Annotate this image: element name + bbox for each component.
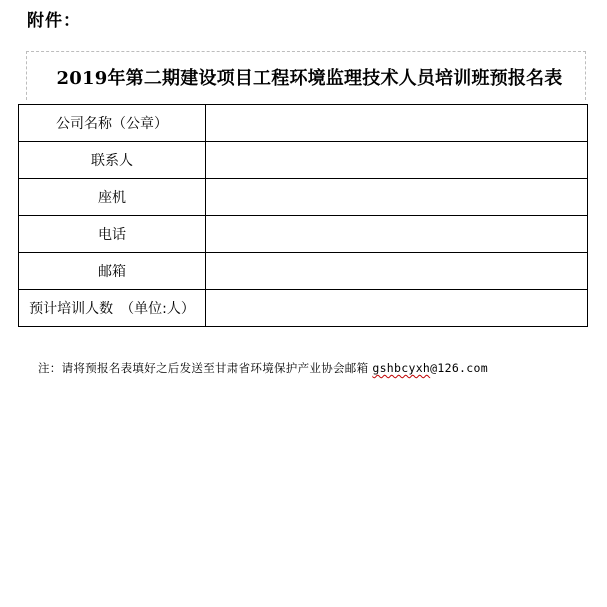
company-name-label: 公司名称（公章） bbox=[19, 105, 206, 142]
table-row bbox=[19, 216, 588, 253]
attachment-label: 附件： bbox=[27, 11, 81, 31]
contact-person-label: 联系人 bbox=[19, 142, 206, 179]
submission-note bbox=[38, 360, 488, 376]
note-text: 注：请将预报名表填好之后发送至甘肃省环境保护产业协会邮箱 bbox=[38, 361, 373, 375]
phone-label: 电话 bbox=[19, 216, 206, 253]
email-field[interactable] bbox=[206, 253, 588, 290]
trainee-count-field[interactable] bbox=[206, 290, 588, 327]
company-name-field[interactable] bbox=[206, 105, 588, 142]
note-email[interactable] bbox=[372, 361, 488, 375]
phone-field[interactable] bbox=[206, 216, 588, 253]
table-row bbox=[19, 290, 588, 327]
email-label: 邮箱 bbox=[19, 253, 206, 290]
landline-label: 座机 bbox=[19, 179, 206, 216]
landline-field[interactable] bbox=[206, 179, 588, 216]
table-row bbox=[19, 105, 588, 142]
table-row bbox=[19, 142, 588, 179]
table-row bbox=[19, 253, 588, 290]
contact-person-field[interactable] bbox=[206, 142, 588, 179]
registration-form-table bbox=[18, 104, 588, 327]
table-row bbox=[19, 179, 588, 216]
email-domain: @126.com bbox=[430, 361, 488, 375]
form-title: 2019年第二期建设项目工程环境监理技术人员培训班预报名表 bbox=[56, 68, 563, 89]
email-user: gshbcyxh bbox=[372, 361, 431, 375]
trainee-count-label: 预计培训人数 （单位:人） bbox=[19, 290, 206, 327]
